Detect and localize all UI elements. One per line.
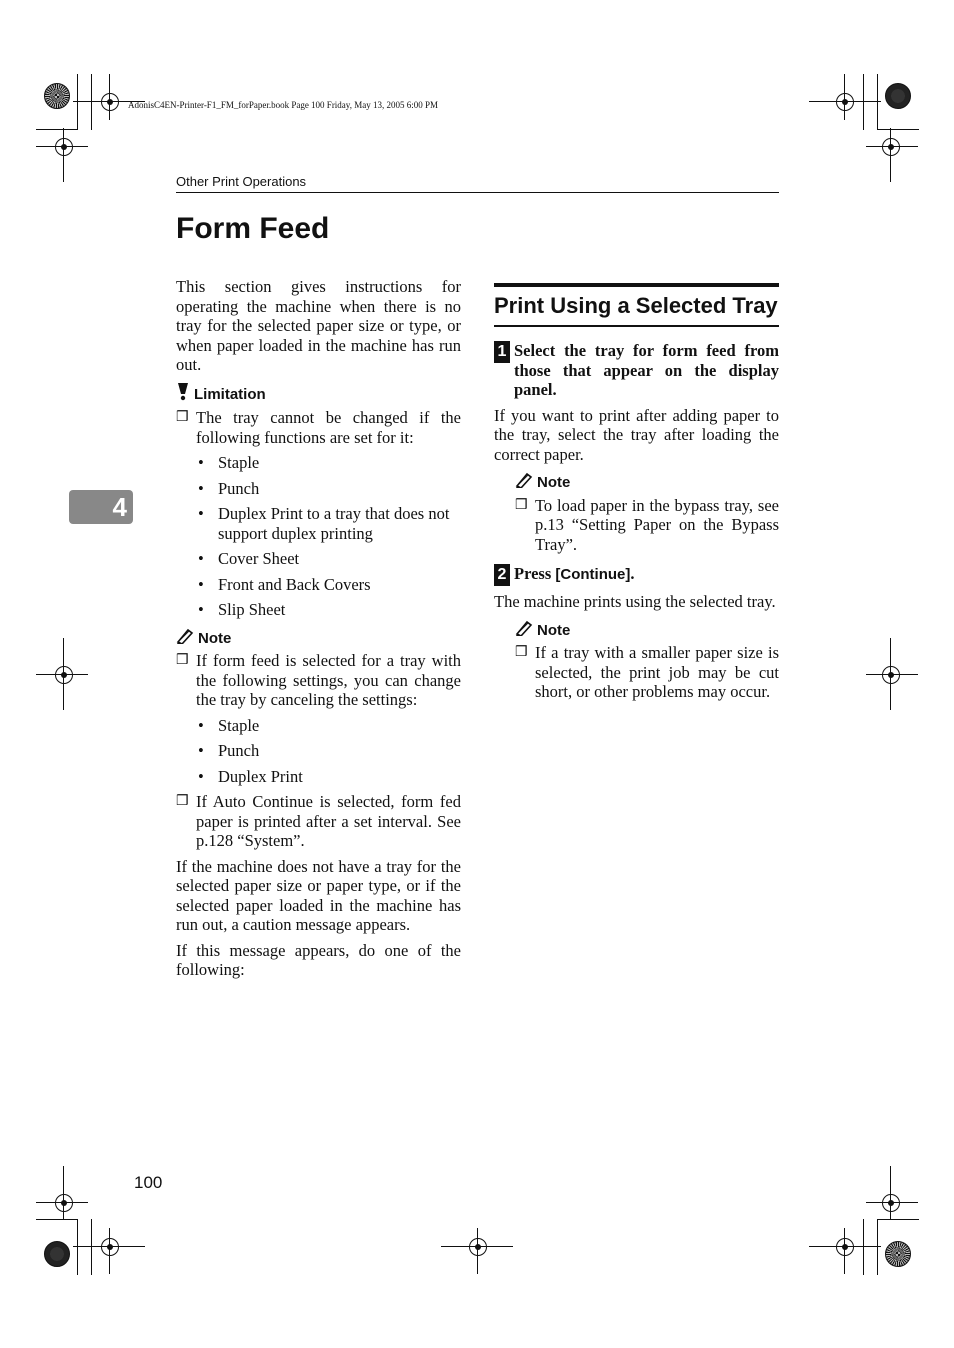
step-number: 2 bbox=[494, 564, 510, 586]
header-rule bbox=[176, 192, 779, 193]
pencil-icon bbox=[176, 628, 194, 650]
registration-disc-icon bbox=[885, 1241, 911, 1267]
file-header: AdonisC4EN-Printer-F1_FM_forPaper.book Page 100 Friday, May 13, 2005 6:00 PM bbox=[128, 100, 438, 110]
list-item: • Duplex Print bbox=[198, 767, 461, 787]
step-body: The machine prints using the selected tray. bbox=[494, 592, 776, 611]
section-header: Other Print Operations bbox=[176, 174, 307, 189]
registration-disc-icon bbox=[44, 83, 70, 109]
chapter-tab: 4 bbox=[69, 490, 133, 524]
exclamation-icon bbox=[176, 383, 190, 407]
limitation-list bbox=[198, 453, 461, 620]
crosshair-icon bbox=[55, 138, 73, 156]
step-1 bbox=[494, 341, 779, 400]
step-number: 1 bbox=[494, 341, 510, 363]
limitation-heading: Limitation bbox=[176, 383, 461, 407]
checkbox-square-icon: ❒ bbox=[515, 645, 528, 660]
crosshair-icon bbox=[882, 666, 900, 684]
list-item: • Punch bbox=[198, 479, 461, 499]
page-title: Form Feed bbox=[176, 212, 330, 245]
registration-disc-icon bbox=[885, 83, 911, 109]
list-item: • Front and Back Covers bbox=[198, 575, 461, 595]
subheading: Print Using a Selected Tray bbox=[494, 283, 779, 327]
note-heading: Note bbox=[515, 472, 779, 494]
list-item: • Staple bbox=[198, 716, 461, 736]
note-heading: Note bbox=[176, 628, 461, 650]
pencil-icon bbox=[515, 472, 533, 494]
step-title: Select the tray for form feed from those that appear on the display panel. bbox=[514, 341, 779, 399]
right-column bbox=[494, 341, 779, 708]
note-heading: Note bbox=[515, 620, 779, 642]
limitation-item: ❒ The tray cannot be changed if the following functions are set for it: bbox=[176, 408, 461, 447]
list-item: • Slip Sheet bbox=[198, 600, 461, 620]
checkbox-square-icon: ❒ bbox=[176, 794, 189, 809]
checkbox-square-icon: ❒ bbox=[176, 653, 189, 668]
list-item: • Punch bbox=[198, 741, 461, 761]
crosshair-icon bbox=[882, 138, 900, 156]
continue-key-label: [Continue] bbox=[555, 566, 631, 583]
crosshair-icon bbox=[55, 666, 73, 684]
step-2: 2 Press [Continue]. bbox=[494, 564, 779, 586]
list-item: • Duplex Print to a tray that does not support duplex printing bbox=[198, 504, 461, 543]
note-item: ❒ If form feed is selected for a tray with the following settings, you can change the tray by canceling the settings: bbox=[176, 651, 461, 709]
body-paragraph: If this message appears, do one of the following: bbox=[176, 940, 461, 979]
note-item: ❒ To load paper in the bypass tray, see p.13 “Setting Paper on the Bypass Tray”. bbox=[515, 495, 779, 554]
step-body: If you want to print after adding paper to the tray, select the tray after loading the correct paper. bbox=[494, 405, 779, 464]
crosshair-icon bbox=[469, 1238, 487, 1256]
pencil-icon bbox=[515, 620, 533, 642]
crosshair-icon bbox=[101, 93, 119, 111]
list-item: • Staple bbox=[198, 453, 461, 473]
crosshair-icon bbox=[882, 1194, 900, 1212]
page-number: 100 bbox=[134, 1173, 163, 1192]
crosshair-icon bbox=[836, 93, 854, 111]
list-item: • Cover Sheet bbox=[198, 549, 461, 569]
note-item: ❒ If Auto Continue is selected, form fed paper is printed after a set interval. See p.128 “System”. bbox=[176, 792, 461, 850]
intro-paragraph: This section gives instructions for operating the machine when there is no tray for the selected paper size or type, or when paper loaded in the machine has run out. bbox=[176, 277, 461, 374]
crosshair-icon bbox=[101, 1238, 119, 1256]
body-paragraph: If the machine does not have a tray for the selected paper size or paper type, or if the selected paper loaded in the machine has run out, a caution message appears. bbox=[176, 856, 461, 934]
crosshair-icon bbox=[55, 1194, 73, 1212]
registration-disc-icon bbox=[44, 1241, 70, 1267]
checkbox-square-icon: ❒ bbox=[515, 497, 528, 513]
checkbox-square-icon: ❒ bbox=[176, 410, 189, 425]
left-column bbox=[176, 277, 461, 986]
crosshair-icon bbox=[836, 1238, 854, 1256]
note-list bbox=[198, 716, 461, 787]
note-item: ❒ If a tray with a smaller paper size is selected, the print job may be cut short, or other problems may occur. bbox=[515, 643, 779, 701]
